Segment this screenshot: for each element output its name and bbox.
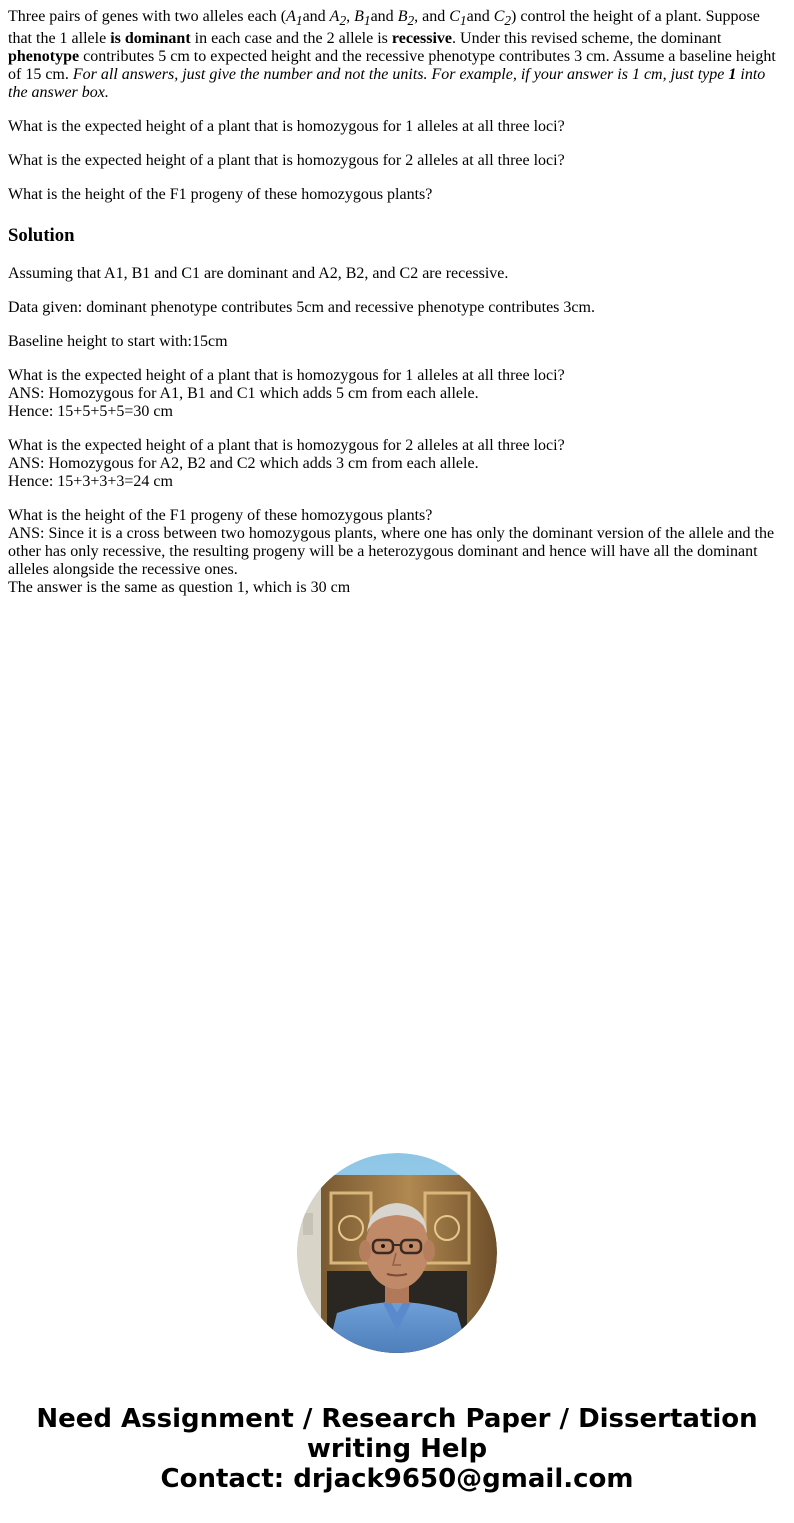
answer-instruction	[8, 66, 765, 101]
intro-text-2: ) control the height of a plant. Suppose that the 1 allele	[8, 8, 760, 48]
answer-1-text: ANS: Homozygous for A1, B1 and C1 which adds 5 cm from each allele.	[8, 385, 479, 403]
answer-3-question: What is the height of the F1 progeny of these homozygous plants?	[8, 507, 433, 525]
answer-1-result: Hence: 15+5+5+5=30 cm	[8, 403, 173, 421]
answer-1-question: What is the expected height of a plant that is homozygous for 1 alleles at all three loci?	[8, 367, 565, 385]
subscript-c1: 1	[459, 13, 467, 29]
answer-3-text: ANS: Since it is a cross between two homozygous plants, where one has only the dominant version of the allele and the other has only recessive, the resulting progeny will be a heterozygous dominant and hence will have all the dominant alleles alongside the recessive ones.	[8, 525, 775, 579]
answer-2-text: ANS: Homozygous for A2, B2 and C2 which adds 3 cm from each allele.	[8, 455, 479, 473]
intro-text-3: in each case and the 2 allele is	[190, 30, 392, 48]
separator-1: ,	[346, 8, 355, 25]
instruction-text-2: into the answer box.	[8, 66, 766, 102]
document-body	[8, 8, 786, 613]
footer-contact: Contact: drjack9650@gmail.com	[160, 1464, 634, 1494]
gene-c1: C	[449, 8, 460, 25]
answer-1-block	[8, 367, 786, 421]
answer-2-question: What is the expected height of a plant that is homozygous for 2 alleles at all three loci?	[8, 437, 565, 455]
subscript-a1: 1	[295, 13, 303, 29]
question-intro	[8, 8, 786, 102]
answer-3-block	[8, 507, 786, 597]
intro-text-5: contributes 5 cm to expected height and the recessive phenotype contributes 3 cm. Assume a baseline height of 15 cm.	[8, 48, 776, 84]
subscript-a2: 2	[339, 13, 347, 29]
answer-2-result: Hence: 15+3+3+3=24 cm	[8, 473, 173, 491]
and-text-1: and	[302, 8, 330, 25]
solution-assumption: Assuming that A1, B1 and C1 are dominant and A2, B2, and C2 are recessive.	[8, 265, 509, 283]
subscript-b1: 1	[363, 13, 371, 29]
person-photo-icon	[297, 1153, 497, 1353]
instruction-bold: 1	[728, 66, 737, 84]
subscript-c2: 2	[504, 13, 512, 29]
gene-a2: A	[329, 8, 340, 25]
solution-baseline: Baseline height to start with:15cm	[8, 333, 228, 351]
phenotype-bold: phenotype	[8, 48, 80, 66]
answer-2-block	[8, 437, 786, 491]
and-text-2: and	[370, 8, 398, 25]
and-text-3: and	[466, 8, 494, 25]
gene-b1: B	[354, 8, 364, 25]
question-3: What is the height of the F1 progeny of these homozygous plants?	[8, 186, 433, 204]
footer-banner	[0, 1404, 794, 1494]
avatar	[297, 1153, 497, 1353]
question-1: What is the expected height of a plant that is homozygous for 1 alleles at all three loci?	[8, 118, 565, 136]
gene-b2: B	[397, 8, 408, 25]
footer-line-1: Need Assignment / Research Paper / Dissertation	[36, 1404, 758, 1434]
instruction-text-1: For all answers, just give the number and not the units. For example, if your answer is 1 cm, just type	[72, 66, 729, 84]
solution-heading: Solution	[8, 225, 75, 247]
solution-data-given: Data given: dominant phenotype contributes 5cm and recessive phenotype contributes 3cm.	[8, 299, 595, 317]
footer-line-2: writing Help	[306, 1434, 488, 1464]
separator-2: , and	[414, 8, 450, 25]
subscript-b2: 2	[407, 13, 415, 29]
is-dominant-bold: is dominant	[110, 30, 191, 48]
answer-3-result: The answer is the same as question 1, which is 30 cm	[8, 579, 351, 597]
question-2: What is the expected height of a plant that is homozygous for 2 alleles at all three loci?	[8, 152, 565, 170]
intro-text-4: . Under this revised scheme, the dominant	[452, 30, 722, 48]
gene-a1: A	[286, 8, 296, 25]
intro-text-1: Three pairs of genes with two alleles each (	[8, 8, 287, 25]
gene-c2: C	[493, 8, 505, 25]
recessive-bold: recessive	[391, 30, 453, 48]
